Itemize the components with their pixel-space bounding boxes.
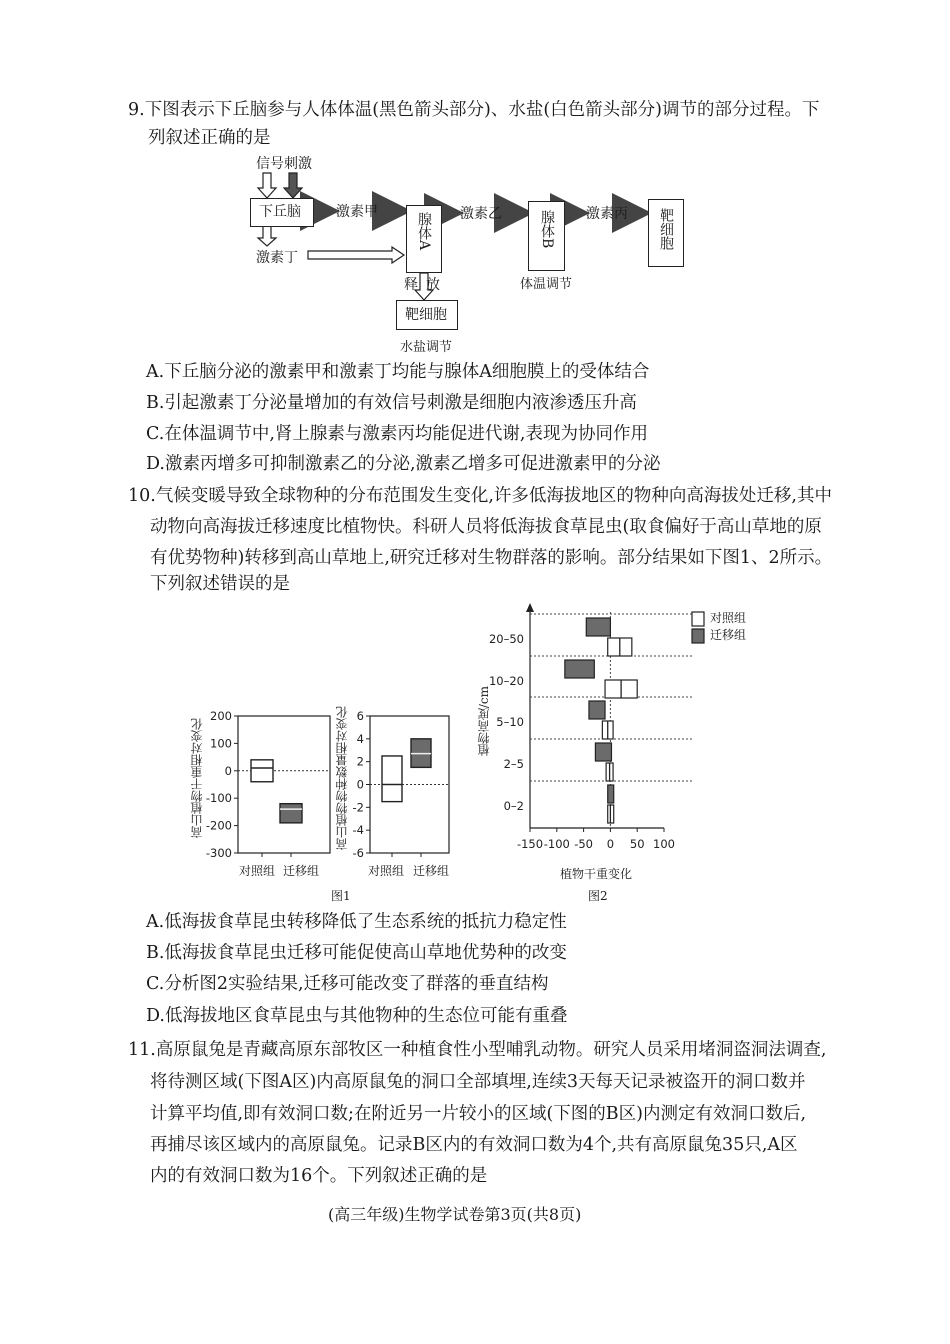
y-tick-label: -100	[205, 791, 232, 806]
category-label: 2–5	[503, 757, 524, 771]
q9-stem-line1: 9.下图表示下丘脑参与人体体温(黑色箭头部分)、水盐(白色箭头部分)调节的部分过程。下	[128, 100, 820, 120]
c1-cat-1: 对照组	[239, 864, 276, 878]
gland-a-label: 腺体A	[416, 212, 432, 251]
q11-stem-line5: 内的有效洞口数为16个。下列叙述正确的是	[150, 1166, 488, 1186]
q9-option-d: D.激素丙增多可抑制激素乙的分泌,激素乙增多可促进激素甲的分泌	[146, 454, 661, 474]
x-tick-label: 100	[653, 837, 675, 851]
q11-stem-line3: 计算平均值,即有效洞口数;在附近另一片较小的区域(下图的B区)内测定有效洞口数后,	[150, 1104, 807, 1124]
c2-cat-2: 迁移组	[413, 864, 450, 878]
q10-stem-line4: 下列叙述错误的是	[150, 574, 290, 594]
box-迁移组	[595, 743, 611, 761]
hormone-c-label: 激素丙	[586, 206, 628, 222]
y-tick-label: -4	[352, 823, 364, 838]
q10-option-d: D.低海拔地区食草昆虫与其他物种的生态位可能有重叠	[146, 1006, 568, 1026]
category-label: 0–2	[503, 799, 524, 813]
q10-option-b: B.低海拔食草昆虫迁移可能促使高山草地优势种的改变	[146, 943, 567, 963]
y-tick-label: 0	[356, 777, 364, 792]
hormone-a-label: 激素甲	[336, 204, 378, 220]
legend-mig: 迁移组	[710, 628, 747, 642]
hypothalamus-label: 下丘脑	[259, 204, 301, 220]
c2-cat-1: 对照组	[368, 864, 405, 878]
water-reg-label: 水盐调节	[400, 340, 453, 355]
page-footer: (高三年级)生物学试卷第3页(共8页)	[328, 1205, 582, 1224]
hormone-b-label: 激素乙	[460, 206, 502, 222]
legend-ctrl: 对照组	[710, 611, 747, 625]
q11-stem-line4: 再捕尽该区域内的高原鼠兔。记录B区内的有效洞口数为4个,共有高原鼠兔35只,A区	[150, 1135, 798, 1155]
c2-ylabel: 高山植物物种数量相对变化	[335, 706, 349, 850]
y-tick-label: 6	[356, 709, 364, 723]
gland-b-label: 腺体B	[539, 210, 555, 249]
y-tick-label: -300	[205, 846, 232, 860]
q9-option-c: C.在体温调节中,肾上腺素与激素丙均能促进代谢,表现为协同作用	[146, 424, 648, 444]
box-迁移组	[589, 701, 605, 719]
q10-stem-line2: 动物向高海拔迁移速度比植物快。科研人员将低海拔食草昆虫(取食偏好于高山草地的原	[150, 517, 822, 537]
legend-swatch-ctrl	[692, 612, 704, 626]
q10-stem-line1: 10.气候变暖导致全球物种的分布范围发生变化,许多低海拔地区的物种向高海拔处迁移,其中	[128, 486, 832, 506]
q9-option-a: A.下丘脑分泌的激素甲和激素丁均能与腺体A细胞膜上的受体结合	[146, 362, 650, 382]
c1-cat-2: 迁移组	[283, 864, 320, 878]
c3-xlabel: 植物干重变化	[560, 867, 633, 881]
temp-reg-label: 体温调节	[520, 277, 573, 292]
category-label: 5–10	[496, 715, 524, 729]
q11-stem-line1: 11.高原鼠兔是青藏高原东部牧区一种植食性小型哺乳动物。研究人员采用堵洞盗洞法调查,	[128, 1040, 827, 1060]
y-tick-label: 2	[356, 754, 364, 769]
y-tick-label: -200	[205, 818, 232, 833]
x-tick-label: -50	[574, 837, 593, 851]
q9-option-b: B.引起激素丁分泌量增加的有效信号刺激是细胞内液渗透压升高	[146, 393, 637, 413]
q10-stem-line3: 有优势物种)转移到高山草地上,研究迁移对生物群落的影响。部分结果如下图1、2所示。	[150, 548, 833, 568]
x-tick-label: -100	[543, 837, 570, 851]
legend-swatch-mig	[692, 629, 704, 643]
y-tick-label: 0	[224, 763, 232, 778]
y-axis-arrow	[526, 603, 534, 612]
y-tick-label: 100	[210, 736, 232, 751]
category-label: 10–20	[488, 674, 524, 688]
x-tick-label: -150	[516, 837, 544, 851]
q10-option-a: A.低海拔食草昆虫转移降低了生态系统的抵抗力稳定性	[146, 912, 567, 932]
fig2-caption: 图2	[588, 889, 608, 903]
box-迁移组	[565, 660, 594, 678]
q10-option-c: C.分析图2实验结果,迁移可能改变了群落的垂直结构	[146, 974, 549, 994]
c1-ylabel: 高山植物干重相对变化	[190, 718, 204, 838]
box-迁移组	[586, 618, 610, 636]
release-label: 释放	[404, 277, 448, 293]
hormone-d-label: 激素丁	[256, 250, 298, 266]
c3-ylabel: 植物高度/cm	[477, 686, 491, 757]
box-迁移组	[608, 785, 614, 803]
y-tick-label: 200	[210, 709, 232, 723]
y-tick-label: 4	[356, 731, 364, 746]
category-label: 20–50	[488, 632, 524, 646]
q9-stem-line2: 列叙述正确的是	[148, 128, 271, 148]
x-tick-label: 0	[606, 837, 615, 851]
target-cell-2-label: 靶细胞	[405, 307, 447, 323]
target-cell-1-label: 靶细胞	[658, 208, 674, 250]
y-tick-label: -2	[352, 800, 364, 815]
x-tick-label: 50	[629, 837, 645, 851]
q11-stem-line2: 将待测区域(下图A区)内高原鼠兔的洞口全部填埋,连续3天每天记录被盗开的洞口数并	[150, 1072, 806, 1092]
y-tick-label: -6	[352, 846, 364, 860]
fig1-caption: 图1	[331, 889, 351, 903]
signal-label: 信号刺激	[256, 156, 312, 172]
